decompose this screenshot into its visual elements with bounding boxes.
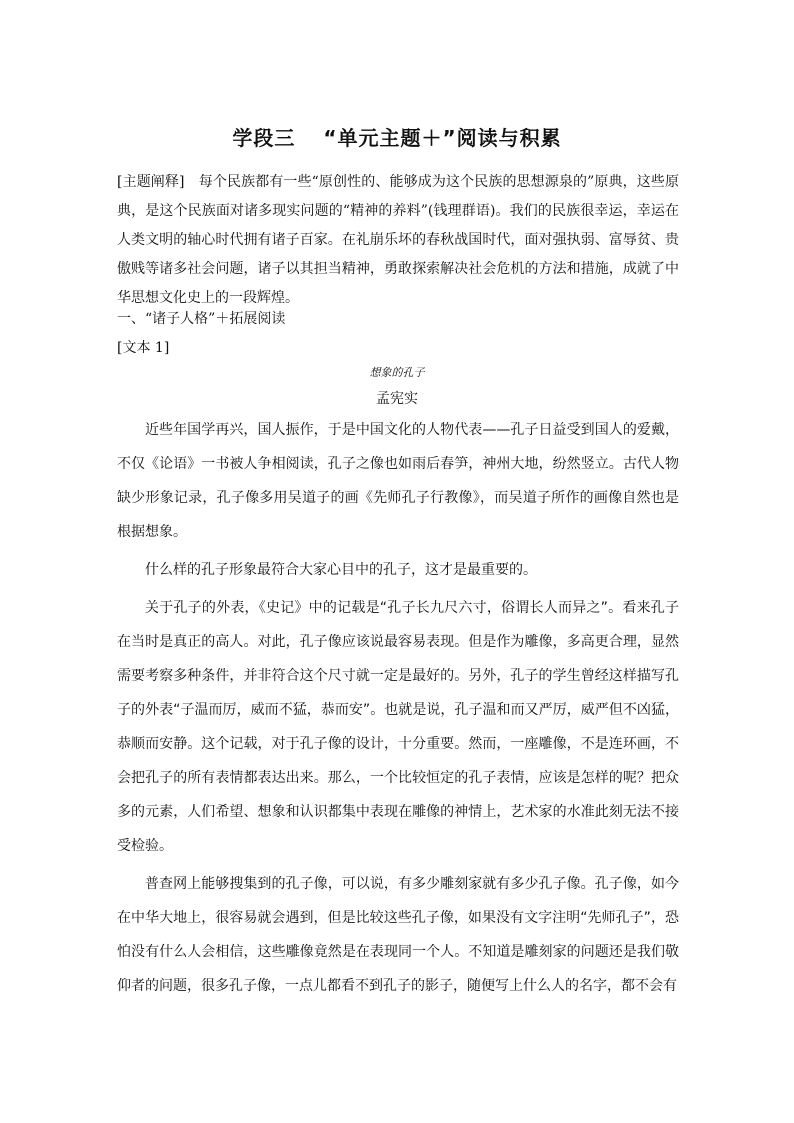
article-title: 想象的孔子 — [369, 366, 425, 379]
paragraph: 近些年国学再兴，国人振作，于是中国文化的人物代表——孔子日益受到国人的爱戴，不仅《论语》一书被人争相阅读，孔子之像也如雨后春笋，神州大地，纷然竖立。古代人物缺少形象记录，孔子像多用吴道子的画《先师孔子行教像》，而吴道子所作的画像自然也是根据想象。 — [117, 422, 679, 540]
text-label: [文本 1] — [117, 340, 170, 356]
paragraph: 关于孔子的外表，《史记》中的记载是“孔子长九尺六寸，俗谓长人而异之”。看来孔子在当时是真正的高人。对此，孔子像应该说最容易表现。但是作为雕像，多高更合理，显然需要考察多种条件，并非符合这个尺寸就一定是最好的。另外，孔子的学生曾经这样描写孔子的外表“子温而厉，威而不猛，恭而安”。也就是说，孔子温和而又严厉，威严但不凶猛，恭顺而安静。这个记载，对于孔子像的设计，十分重要。然而，一座雕像，不是连环画，不会把孔子的所有表情都表达出来。那么，一个比较恒定的孔子表情，应该是怎样的呢？把众多的元素，人们希望、想象和认识都集中表现在雕像的神情上，艺术家的水准此刻无法不接受检验。 — [117, 600, 679, 854]
title-topic: “单元主题＋”阅读与积累 — [323, 126, 562, 150]
paragraph: 普查网上能够搜集到的孔子像，可以说，有多少雕刻家就有多少孔子像。孔子像，如今在中华大地上，很容易就会遇到，但是比较这些孔子像，如果没有文字注明“先师孔子”，恐怕没有什么人会相信，这些雕像竟然是在表现同一个人。不知道是雕刻家的问题还是我们敬仰者的问题，很多孔子像，一点儿都看不到孔子的影子，随便写上什么人的名字，都不会有 — [117, 876, 679, 994]
page-title — [0, 122, 794, 151]
theme-intro: [主题阐释] 每个民族都有一些“原创性的、能够成为这个民族的思想源泉的”原典，这些原典，是这个民族面对诸多现实问题的“精神的养料”(钱理群语)。我们的民族很幸运，幸运在人类文明的轴心时代拥有诸子百家。在礼崩乐坏的春秋战国时代，面对强执弱、富辱贫、贵傲贱等诸多社会问题，诸子以其担当精神，勇敢探索解决社会危机的方法和措施，成就了中华思想文化史上的一段辉煌。 — [117, 174, 679, 306]
section-heading: 一、“诸子人格”＋拓展阅读 — [117, 311, 286, 327]
article-author: 孟宪实 — [376, 391, 418, 407]
article-body — [117, 413, 679, 1007]
title-section: 学段三 — [232, 126, 296, 150]
paragraph: 什么样的孔子形象最符合大家心目中的孔子，这才是最重要的。 — [145, 562, 537, 578]
